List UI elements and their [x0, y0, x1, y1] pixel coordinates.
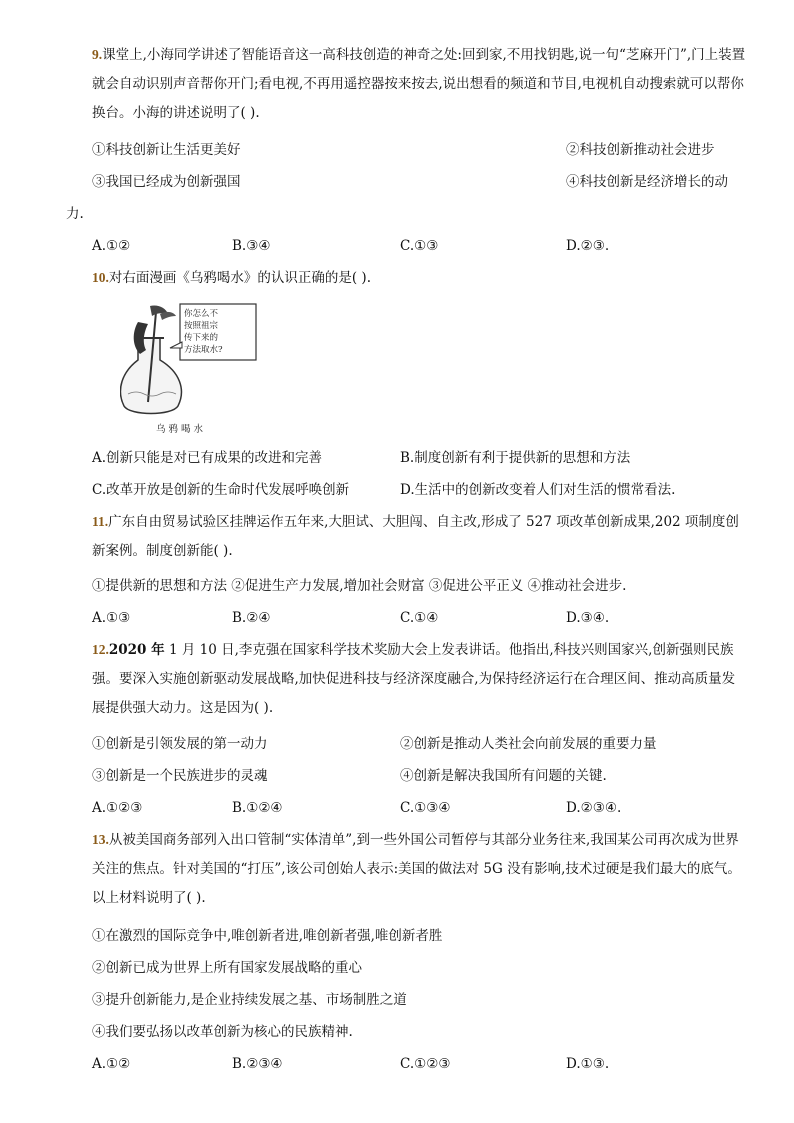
q13-option-a[interactable]: A.①② — [92, 1056, 131, 1072]
q12-statement-2: ②创新是推动人类社会向前发展的重要力量 — [400, 736, 657, 752]
q12-statement-4: ④创新是解决我国所有问题的关键. — [400, 768, 607, 784]
q12-stem-text: 1 月 10 日,李克强在国家科学技术奖励大会上发表讲话。他指出,科技兴则国家兴,创新强则民族强。要深入实施创新驱动发展战略,加快促进科技与经济深度融合,为保持经济运行在合理区间、推动高质量发展提供强大动力。这是因为( ). — [92, 642, 736, 716]
q11-option-a[interactable]: A.①③ — [92, 610, 131, 626]
q13-statement-3: ③提升创新能力,是企业持续发展之基、市场制胜之道 — [92, 992, 407, 1008]
q12-option-a[interactable]: A.①②③ — [92, 800, 143, 816]
q9-option-b[interactable]: B.③④ — [232, 238, 271, 254]
q12-number: 12. — [92, 642, 109, 657]
speech-line-2: 按照祖宗 — [184, 321, 219, 331]
q9-statement-2: ②科技创新推动社会进步 — [566, 142, 715, 158]
q9-stem — [66, 40, 746, 128]
q9-stem-text: 课堂上,小海同学讲述了智能语音这一高科技创造的神奇之处:回到家,不用找钥匙,说一句“芝麻开门”,门上装置就会自动识别声音帮你开门;看电视,不再用遥控器按来按去,说出想看的频道和节目,电视机自动搜索就可以帮你换台。小海的讲述说明了( ). — [92, 47, 746, 121]
q9-statement-4-continued: 力. — [66, 206, 84, 222]
q12-statement-1: ①创新是引领发展的第一动力 — [92, 736, 268, 752]
q13-statement-2: ②创新已成为世界上所有国家发展战略的重心 — [92, 960, 362, 976]
q9-option-c[interactable]: C.①③ — [400, 238, 439, 254]
q11-option-d[interactable]: D.③④. — [566, 610, 610, 626]
q9-statement-4: ④科技创新是经济增长的动 — [566, 174, 728, 190]
q9-statement-3: ③我国已经成为创新强国 — [92, 174, 241, 190]
q12-option-b[interactable]: B.①②④ — [232, 800, 283, 816]
q13-option-d[interactable]: D.①③. — [566, 1056, 610, 1072]
q13-option-c[interactable]: C.①②③ — [400, 1056, 451, 1072]
q13-stem — [66, 825, 746, 913]
q11-number: 11. — [92, 514, 109, 529]
speech-line-4: 方法取水? — [184, 345, 223, 355]
cartoon-caption: 乌 鸦 喝 水 — [156, 424, 204, 435]
q12-statement-3: ③创新是一个民族进步的灵魂 — [92, 768, 268, 784]
q13-option-b[interactable]: B.②③④ — [232, 1056, 283, 1072]
q9-option-d[interactable]: D.②③. — [566, 238, 610, 254]
q9-statement-1: ①科技创新让生活更美好 — [92, 142, 241, 158]
q13-statement-1: ①在激烈的国际竞争中,唯创新者进,唯创新者强,唯创新者胜 — [92, 928, 443, 944]
q11-option-b[interactable]: B.②④ — [232, 610, 271, 626]
q10-option-d[interactable]: D.生活中的创新改变着人们对生活的惯常看法. — [400, 482, 676, 498]
q11-stem-text: 广东自由贸易试验区挂牌运作五年来,大胆试、大胆闯、自主改,形成了 527 项改革创新成果,202 项制度创新案例。制度创新能( ). — [92, 514, 739, 559]
q13-stem-text: 从被美国商务部列入出口管制“实体清单”,到一些外国公司暂停与其部分业务往来,我国某公司再次成为世界关注的焦点。针对美国的“打压”,该公司创始人表示:美国的做法对 5G 没有影响,技术过硬是我们最大的底气。以上材料说明了( ). — [92, 832, 741, 906]
q11-stem — [66, 507, 746, 566]
q11-option-c[interactable]: C.①④ — [400, 610, 439, 626]
crow-drinking-cartoon — [120, 302, 260, 438]
q12-option-c[interactable]: C.①③④ — [400, 800, 451, 816]
q10-stem — [92, 268, 371, 288]
q10-option-a[interactable]: A.创新只能是对已有成果的改进和完善 — [92, 450, 323, 466]
q10-stem-text: 对右面漫画《乌鸦喝水》的认识正确的是( ). — [108, 270, 371, 286]
q13-number: 13. — [92, 832, 109, 847]
q10-option-b[interactable]: B.制度创新有利于提供新的思想和方法 — [400, 450, 631, 466]
speech-line-3: 传下来的 — [184, 333, 219, 343]
q13-statement-4: ④我们要弘扬以改革创新为核心的民族精神. — [92, 1024, 353, 1040]
q9-option-a[interactable]: A.①② — [92, 238, 131, 254]
q9-number: 9. — [92, 47, 103, 62]
q12-year: 2020 年 — [108, 642, 165, 658]
q10-number: 10. — [92, 270, 109, 285]
speech-line-1: 你怎么不 — [184, 309, 219, 319]
q12-option-d[interactable]: D.②③④. — [566, 800, 622, 816]
q11-statements: ①提供新的思想和方法 ②促进生产力发展,增加社会财富 ③促进公平正义 ④推动社会进步. — [92, 578, 627, 594]
q12-stem — [66, 635, 746, 723]
q10-option-c[interactable]: C.改革开放是创新的生命时代发展呼唤创新 — [92, 482, 350, 498]
